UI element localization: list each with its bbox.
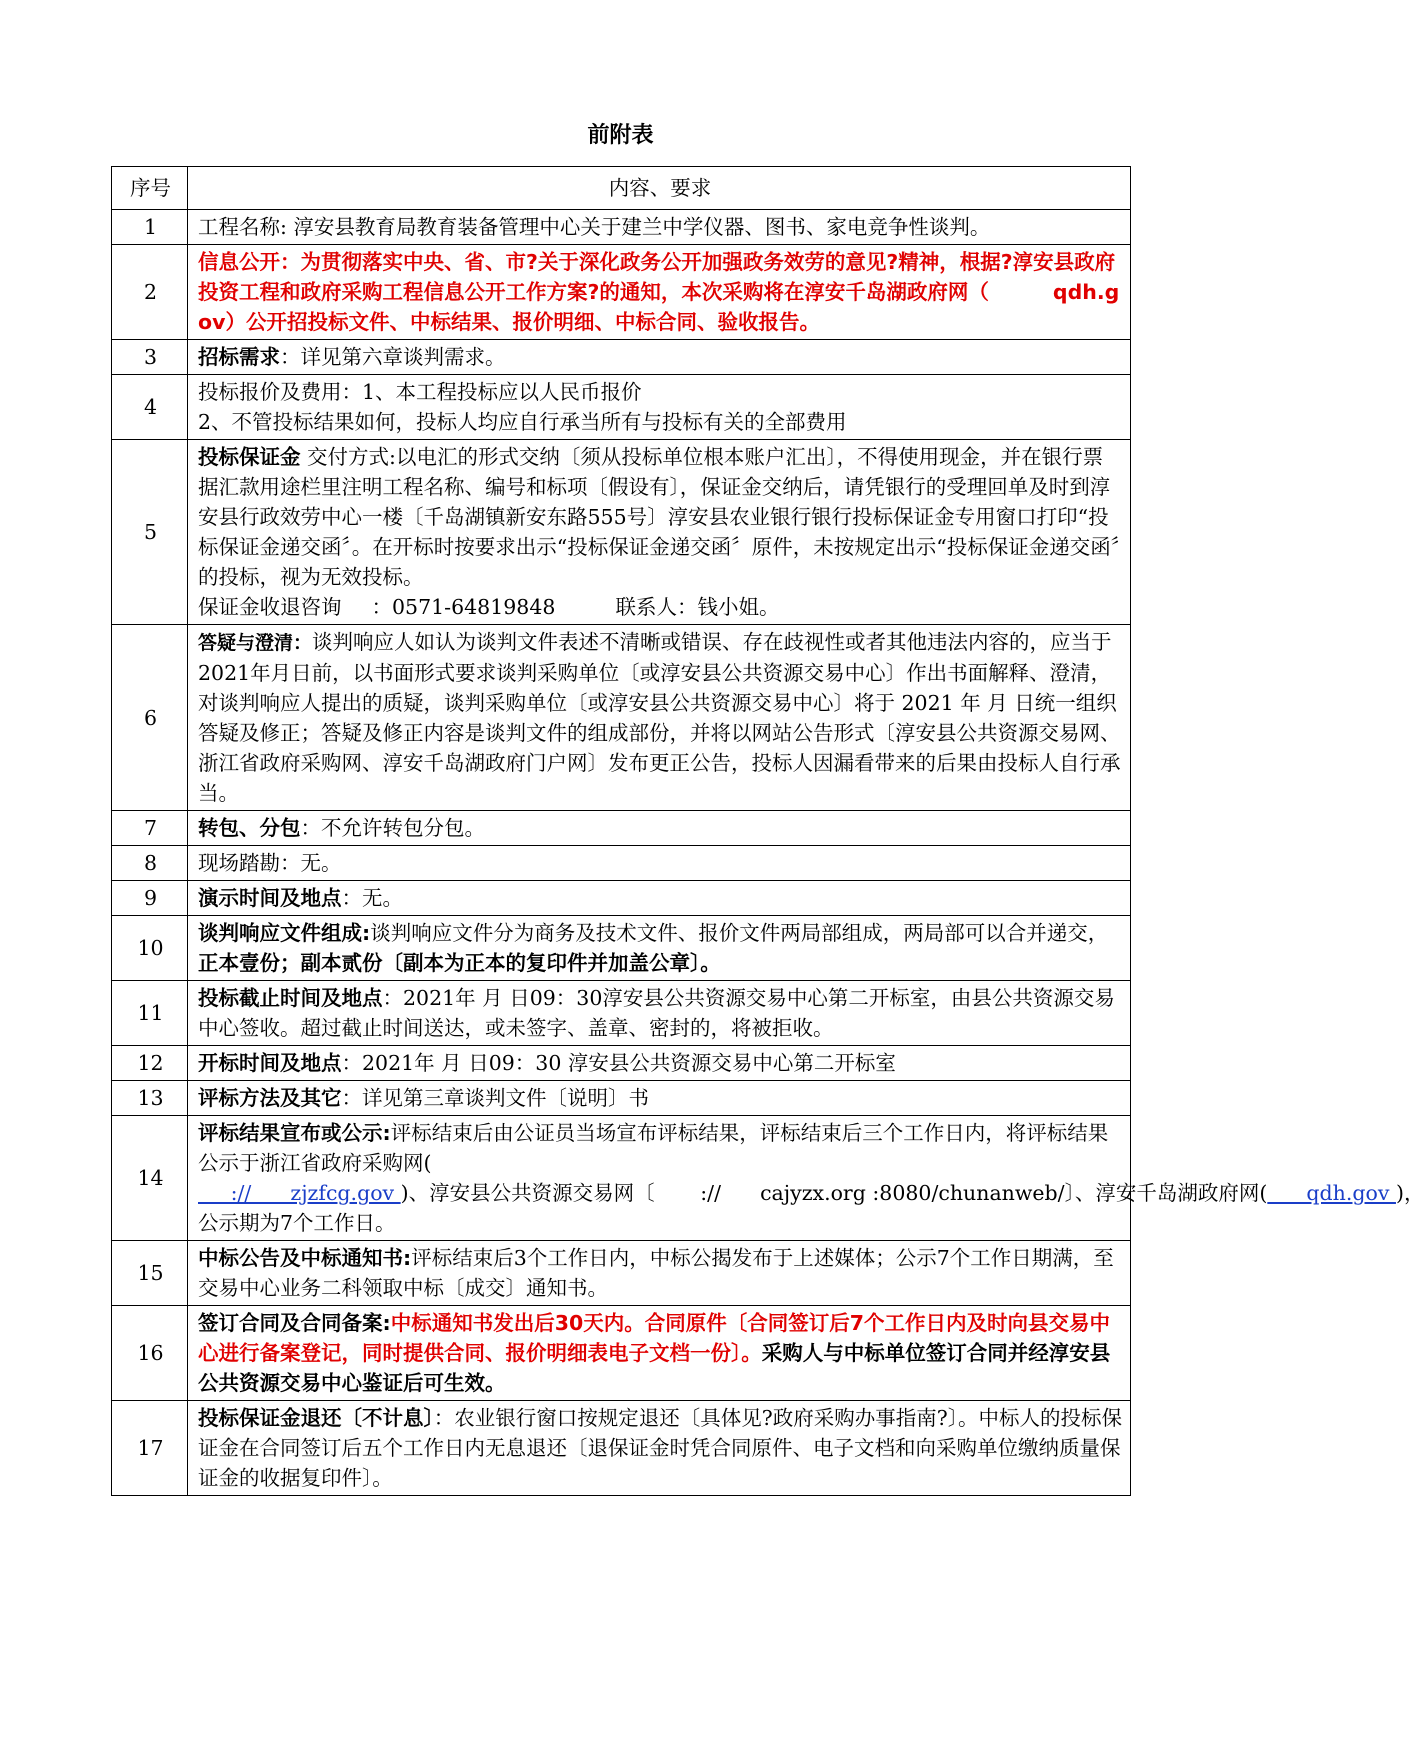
- info-disclosure-text: 信息公开：为贯彻落实中央、省、市?关于深化政务公开加强政务效劳的意见?精神，根据?淳安县政府投资工程和政府采购工程信息公开工作方案?的通知，本次采购将在淳安千岛湖政府网（: [198, 250, 1116, 304]
- table-row: [112, 340, 1131, 375]
- row-number: 9: [112, 881, 188, 916]
- row-number: 2: [112, 245, 188, 340]
- table-row: [112, 375, 1131, 440]
- row-label: 投标保证金: [198, 445, 301, 469]
- row-label: 中标公告及中标通知书:: [198, 1246, 412, 1270]
- row-label: 评标结果宣布或公示:: [198, 1121, 391, 1145]
- table-row: [112, 981, 1131, 1046]
- row-text: ：不允许转包分包。: [300, 816, 485, 840]
- row-text: ：2021年 月 日09：30 淳安县公共资源交易中心第二开标室: [341, 1051, 896, 1075]
- row-number: 15: [112, 1241, 188, 1306]
- row-label: 投标保证金退还〔不计息〕: [198, 1406, 434, 1430]
- row-content: [188, 1241, 1131, 1306]
- table-row: [112, 1081, 1131, 1116]
- qdh-link[interactable]: qdh.gov: [1267, 1181, 1396, 1205]
- row-text: ：详见第六章谈判需求。: [280, 345, 506, 369]
- contact-person: 联系人：钱小姐。: [615, 595, 780, 619]
- contact-label: 保证金收退咨询: [198, 595, 342, 619]
- row-label: 答疑与澄清：: [198, 632, 313, 654]
- row-number: 12: [112, 1046, 188, 1081]
- table-row: [112, 440, 1131, 625]
- row-number: 10: [112, 916, 188, 981]
- row-label: 招标需求: [198, 345, 280, 369]
- row-number: 16: [112, 1306, 188, 1401]
- row-text: ：2021年 月 日09：30淳安县公共资源交易中心第二开标室，由县公共资源交易中心签收。超过截止时间送达，或未签字、盖章、密封的，将被拒收。: [198, 986, 1115, 1040]
- row-number: 17: [112, 1401, 188, 1496]
- row-text-3: )，公示期为7个工作日。: [198, 1181, 1424, 1235]
- table-row: [112, 245, 1131, 340]
- info-disclosure-text-2: qdh.gov）公开招投标文件、中标结果、报价明细、中标合同、验收报告。: [198, 280, 1120, 334]
- deposit-contact-line: [198, 592, 1122, 622]
- row-text: ：详见第三章谈判文件〔说明〕书: [341, 1086, 649, 1110]
- row-content: [188, 1081, 1131, 1116]
- row-bold-tail: 采购人与中标单位签订合同并经淳安县公共资源交易中心鉴证后可生效。: [198, 1341, 1111, 1395]
- row-number: 13: [112, 1081, 188, 1116]
- row-content: [188, 846, 1131, 881]
- row-text: ：无。: [341, 886, 403, 910]
- row-text: 谈判响应文件分为商务及技术文件、报价文件两局部组成，两局部可以合并递交，: [370, 921, 1109, 945]
- row-text: 谈判响应人如认为谈判文件表述不清晰或错误、存在歧视性或者其他违法内容的，应当于2021年月日前，以书面形式要求谈判采购单位〔或淳安县公共资源交易中心〕作出书面解释、澄清，对谈判响应人提出的质疑，谈判采购单位〔或淳安县公共资源交易中心〕将于 2021 年 月 日统一组织答疑及修正；答疑及修正内容是谈判文件的组成部份，并将以网站公告形式〔淳安县公共资源交易网、浙江省政府采购网、淳安千岛湖政府门户网〕发布更正公告，投标人因漏看带来的后果由投标人自行承当。: [198, 630, 1121, 805]
- row-text: 评标结束后3个工作日内，中标公揭发布于上述媒体；公示7个工作日期满，至交易中心业务二科领取中标〔成交〕通知书。: [198, 1246, 1114, 1300]
- row-label: 转包、分包: [198, 816, 301, 840]
- row-bold-text: 正本壹份；副本贰份: [198, 951, 383, 975]
- row-content: [188, 811, 1131, 846]
- row-number: 1: [112, 210, 188, 245]
- row-text: ：农业银行窗口按规定退还〔具体见?政府采购办事指南?〕。中标人的投标保证金在合同签订后五个工作日内无息退还〔退保证金时凭合同原件、电子文档和向采购单位缴纳质量保证金的收据复印件〕。: [198, 1406, 1122, 1490]
- table-row: [112, 916, 1131, 981]
- row-number: 4: [112, 375, 188, 440]
- row-red-text: 中标通知书发出后30天内。合同原件: [390, 1311, 727, 1335]
- table-row: [112, 1046, 1131, 1081]
- row-text: 现场踏勘：无。: [198, 851, 342, 875]
- table-row: [112, 1306, 1131, 1401]
- table-row: [112, 1116, 1131, 1241]
- table-row: [112, 811, 1131, 846]
- row-red-text-2: 〔合同签订后7个工作日内及时向县交易中心进行备案登记，同时提供合同、报价明细表电子文档一份〕。: [198, 1311, 1110, 1365]
- row-number: 3: [112, 340, 188, 375]
- row-label: 投标截止时间及地点: [198, 986, 383, 1010]
- row-label: 签订合同及合同备案:: [198, 1311, 391, 1335]
- row-content: [188, 1046, 1131, 1081]
- table-row: [112, 210, 1131, 245]
- table-row: [112, 1241, 1131, 1306]
- row-text-line-2: 2、不管投标结果如何，投标人均应自行承当所有与投标有关的全部费用: [198, 410, 847, 434]
- row-content: [188, 440, 1131, 625]
- row-number: 8: [112, 846, 188, 881]
- row-content: [188, 375, 1131, 440]
- table-row: [112, 881, 1131, 916]
- header-no: 序号: [112, 167, 188, 210]
- row-text: 交付方式:以电汇的形式交纳〔须从投标单位根本账户汇出〕，不得使用现金，并在银行票据汇款用途栏里注明工程名称、编号和标项〔假设有〕，保证金交纳后，请凭银行的受理回单及时到淳安县行政效劳中心一楼〔千岛湖镇新安东路555号〕淳安县农业银行银行投标保证金专用窗口打印“投标保证金递交函〞。在开标时按要求出示“投标保证金递交函〞原件，未按规定出示“投标保证金递交函〞的投标，视为无效投标。: [198, 445, 1121, 589]
- row-content: [188, 340, 1131, 375]
- row-content: [188, 210, 1131, 245]
- row-content: [188, 625, 1131, 811]
- row-content: [188, 1306, 1131, 1401]
- table-header-row: [112, 167, 1131, 210]
- row-label: 演示时间及地点: [198, 886, 342, 910]
- row-number: 11: [112, 981, 188, 1046]
- row-number: 7: [112, 811, 188, 846]
- row-label: 评标方法及其它: [198, 1086, 342, 1110]
- row-text: 工程名称: 淳安县教育局教育装备管理中心关于建兰中学仪器、图书、家电竞争性谈判。: [198, 215, 991, 239]
- row-label: 谈判响应文件组成:: [198, 921, 371, 945]
- row-text-line-1: 投标报价及费用：1、本工程投标应以人民币报价: [198, 380, 642, 404]
- row-text: 评标结束后由公证员当场宣布评标结果，评标结束后三个工作日内，将评标结果公示于浙江省政府采购网(: [198, 1121, 1109, 1175]
- table-row: [112, 846, 1131, 881]
- row-content: [188, 881, 1131, 916]
- table-row: [112, 1401, 1131, 1496]
- table-row: [112, 625, 1131, 811]
- zjzfcg-link[interactable]: :// zjzfcg.gov: [198, 1181, 401, 1205]
- row-number: 6: [112, 625, 188, 811]
- row-content: [188, 245, 1131, 340]
- row-number: 14: [112, 1116, 188, 1241]
- row-content: [188, 916, 1131, 981]
- requirements-table: [111, 166, 1424, 1496]
- row-content: [188, 981, 1131, 1046]
- row-label: 开标时间及地点: [198, 1051, 342, 1075]
- row-number: 5: [112, 440, 188, 625]
- contact-phone: ：0571-64819848: [371, 595, 556, 619]
- header-content: 内容、要求: [188, 167, 1131, 210]
- row-content: [188, 1401, 1131, 1496]
- row-text-2: )、淳安县公共资源交易网〔 :// cajyzx.org :8080/chunanweb/〕、淳安千岛湖政府网(: [400, 1181, 1268, 1205]
- page-title: 前附表: [587, 123, 654, 148]
- row-bold-tail: 〔副本为正本的复印件并加盖公章〕。: [382, 951, 721, 975]
- row-content: [188, 1116, 1424, 1241]
